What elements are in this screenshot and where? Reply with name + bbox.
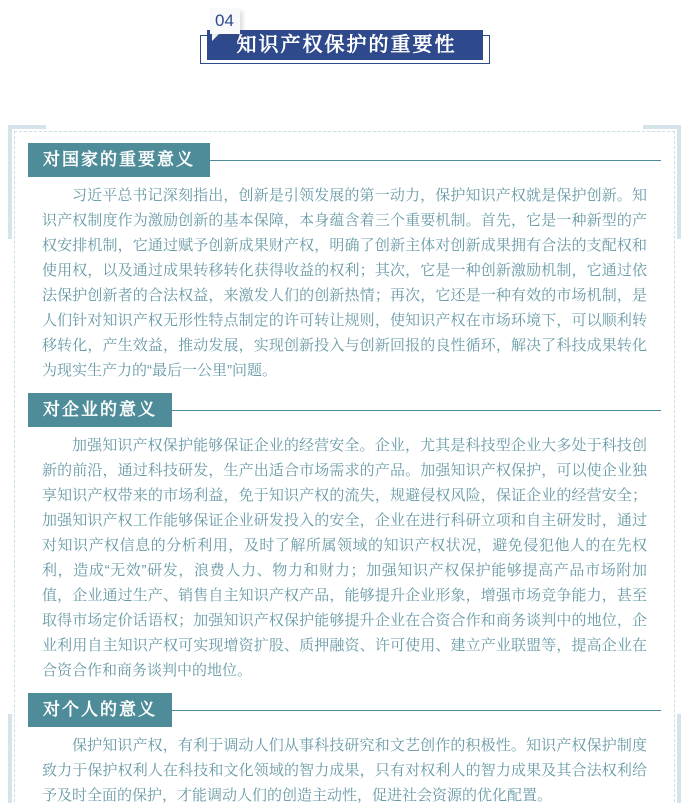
section-heading-row	[28, 693, 661, 727]
page-title-label: 知识产权保护的重要性	[236, 34, 457, 56]
section-heading-label: 对国家的重要意义	[28, 143, 210, 177]
section-individual	[28, 693, 661, 803]
section-heading-rule	[210, 160, 661, 161]
section-country	[28, 143, 661, 383]
panel-content	[8, 125, 681, 803]
section-heading-row	[28, 393, 661, 427]
section-heading-rule	[172, 410, 661, 411]
section-heading-rule	[172, 710, 661, 711]
page-title	[207, 30, 483, 60]
title-block	[207, 11, 483, 60]
section-heading-label: 对企业的意义	[28, 393, 172, 427]
section-body-text: 保护知识产权，有利于调动人们从事科技研究和文艺创作的积极性。知识产权保护制度致力于保护权利人在科技和文化领域的智力成果，只有对权利人的智力成果及其合法权利给予及时全面的保护，才能调动人们的创造主动性，促进社会资源的优化配置。	[42, 737, 647, 803]
section-enterprise	[28, 393, 661, 683]
page-header	[0, 11, 689, 94]
section-body-text: 加强知识产权保护能够保证企业的经营安全。企业，尤其是科技型企业大多处于科技创新的前沿，通过科技研发，生产出适合市场需求的产品。加强知识产权保护，可以使企业独享知识产权带来的市场利益，免于知识产权的流失，规避侵权风险，保证企业的经营安全；加强知识产权工作能够保证企业研发投入的安全，企业在进行科研立项和自主研发时，通过对知识产权信息的分析利用，及时了解所属领域的知识产权状况，避免侵犯他人的在先权利，造成“无效”研发，浪费人力、物力和财力；加强知识产权保护能够提高产品市场附加值，企业通过生产、销售自主知识产权产品，能够提升企业形象，增强市场竞争能力，甚至取得市场定价话语权；加强知识产权保护能够提升企业在合资合作和商务谈判中的地位，企业利用自主知识产权可实现增资扩股、质押融资、许可使用、建立产业联盟等，提高企业在合资合作和商务谈判中的地位。	[42, 437, 647, 679]
content-panel	[8, 125, 681, 803]
section-heading-label: 对个人的意义	[28, 693, 172, 727]
section-heading-row	[28, 143, 661, 177]
section-number-badge: 04	[210, 8, 240, 34]
section-body-text: 习近平总书记深刻指出，创新是引领发展的第一动力，保护知识产权就是保护创新。知识产权制度作为激励创新的基本保障，本身蕴含着三个重要机制。首先，它是一种新型的产权安排机制，它通过赋予创新成果财产权，明确了创新主体对创新成果拥有合法的支配权和使用权，以及通过成果转移转化获得收益的权利；其次，它是一种创新激励机制，它通过依法保护创新者的合法权益，来激发人们的创新热情；再次，它还是一种有效的市场机制，是人们针对知识产权无形性特点制定的许可转让规则，使知识产权在市场环境下，可以顺利转移转化，产生效益，推动发展，实现创新投入与创新回报的良性循环，解决了科技成果转化为现实生产力的“最后一公里”问题。	[42, 187, 647, 379]
